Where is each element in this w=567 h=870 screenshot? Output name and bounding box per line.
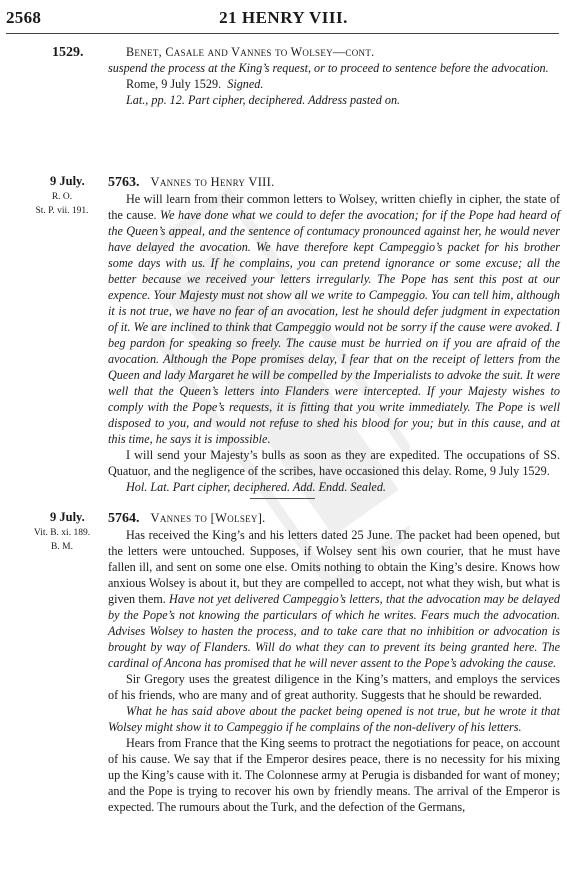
- entry-5763-heading: [108, 174, 560, 191]
- entry-5764: [108, 510, 560, 815]
- entry-5763-title: Vannes to Henry VIII.: [150, 175, 275, 189]
- continuation-heading: Benet, Casale and Vannes to Wolsey—cont.: [126, 45, 375, 59]
- page-number: 2568: [6, 8, 42, 27]
- entry-5763: [108, 174, 560, 495]
- continuation-date: Rome, 9 July 1529.: [126, 77, 222, 91]
- header-rule: [6, 33, 559, 34]
- entry-5763-number: 5763.: [108, 175, 140, 190]
- entry-5764-text-plain: Has received the King’s and his letters dated 25 June. The packet had been opened, but the letters were untouched. Supposes, if Wolsey sent his own courier, that he must have fallen ill, and sent on some one else. Omits nothing to obtain the King’s desire. Knows how anxious Wolsey is about it, but they are compelled to accept, not what they wish, but what is given them.: [108, 528, 560, 606]
- entry-5763-ref-2: St. P. vii. 191.: [35, 206, 89, 216]
- entry-5764-paragraph-2: Sir Gregory uses the greatest diligence in the King’s matters, and employs the services of his friends, who are many and of great authority. Suggests that he should be rewarded.: [108, 672, 560, 702]
- entry-5763-text-italic: We have done what we could to defer the avocation; for if the Pope had heard of the Queen’s appeal, and the sentence of contumacy pronounced against her, he would never have delayed the avocation. We have therefore kept Campeggio’s packet for his brother some days with us. If he complains, you can pretend ignorance or some excuse; all the better because we received your letters irregularly. The Pope has sent this post at our expence. Your Majesty must not show all we write to Campeggio. You can tell him, although it is not true, we have no fear of an avocation, lest he should defer judgment in expectation of it. We are inclined to think that Campeggio would not be sorry if the cause were avoked. I beg pardon for speaking so freely. The cause must be hurried on if you are afraid of the avocation. Although the Pope promises delay, I fear that on the receipt of letters from the Queen and lady Margaret he will be compelled by the Imperialists to advoke the suit. It were well that the Queen’s letters into Flanders were intercepted. If your Majesty wishes to comply with the Pope’s requests, it is fitting that you write immediately. The Pope is well disposed to you, and would not refuse to shed his blood for you; but in this cause, and at this time, he says it is impossible.: [108, 208, 560, 446]
- entry-5764-heading: [108, 510, 560, 527]
- entry-5764-text-italic: Have not yet delivered Campeggio’s letters, that the advocation may be delayed by the Pope’s not knowing the particulars of which he writes. Fears much the advocation. Advises Wolsey to hasten the process, and to take care that no inhibition or advocation is brought by way of Flanders. Will do what they can to prevent its being granted here. The cardinal of Ancona has promised that he will never assent to the Pope’s advoking the cause.: [108, 592, 560, 670]
- continuation-signed: Signed.: [227, 77, 264, 91]
- entry-5764-paragraph-3: What he has said above about the packet being opened is not true, but he wrote it that Wolsey might show it to Campeggio if he complains of the non-delivery of his letters.: [108, 704, 560, 734]
- entry-5763-paragraph-1: [108, 191, 560, 447]
- entry-5763-note: Hol. Lat. Part cipher, deciphered. Add. Endd. Sealed.: [126, 480, 386, 494]
- entry-5763-text-plain: He will learn from their common letters to Wolsey, written chiefly in cipher, the state of the cause.: [108, 192, 560, 222]
- continuation-dateline: [108, 76, 560, 92]
- entry-5764-date: 9 July.: [50, 510, 85, 524]
- entry-5764-paragraph-4: Hears from France that the King seems to protract the negotiations for peace, on account of his cause. We say that if the Emperor desires peace, there is no necessity for his mixing up the King’s cause with it. The Colonnese army at Perugia is disbanded for want of money; and the Pope is trying to recover his own by friendly means. The arrival of the Emperor is expected. The rumours about the Turk, and the defection of the Germans,: [108, 736, 560, 814]
- continuation-note: Lat., pp. 12. Part cipher, deciphered. Address pasted on.: [126, 93, 401, 107]
- entry-5764-paragraph-1: [108, 527, 560, 671]
- entry-5764-ref-2: B. M.: [51, 542, 73, 552]
- running-title: 21 HENRY VIII.: [219, 8, 348, 27]
- year-margin: 1529.: [52, 45, 84, 60]
- entry-divider: [250, 498, 315, 499]
- entry-5764-number: 5764.: [108, 511, 140, 526]
- continuation-block: [108, 44, 560, 108]
- entry-5763-date: 9 July.: [50, 174, 85, 188]
- entry-5763-ref-1: R. O.: [51, 192, 73, 202]
- entry-5764-ref-1: Vit. B. xi. 189.: [33, 528, 91, 538]
- entry-5763-paragraph-2: I will send your Majesty’s bulls as soon as they are expedited. The occupations of SS. Quatuor, and the negligence of the scribes, have occasioned this delay. Rome, 9 July 1529.: [108, 448, 560, 478]
- entry-5764-title: Vannes to [Wolsey].: [150, 511, 266, 525]
- continuation-text: suspend the process at the King’s request, or to proceed to sentence before the advocation.: [108, 61, 549, 75]
